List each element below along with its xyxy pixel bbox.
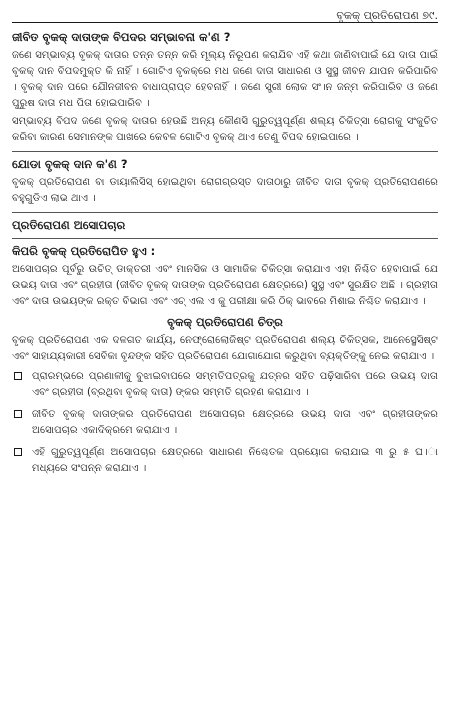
paragraph: ବୃକକ୍ ପ୍ରତିରୋପଣ ଏକ ଦଳଗତ କାର୍ଯ୍ୟ, ନେଫ୍ରୋଲୋଜିଷ୍ଟ ପ୍ରତିରୋପଣ ଶଲ୍ୟ ଚିକିତ୍ସକ, ଆନେସ୍ଥେସିଷ୍ଟ ଏବଂ ସାହାଯ୍ୟକାରୀ ସେବିକା ବୃନ୍ଦଙ୍କ ସହିତ ପ୍ରତିରୋପଣ ଯୋଗାଯୋଗ କରୁଥିବା ବ୍ୟକ୍ତିଙ୍କୁ ନେଇ କରାଯାଏ । <box>12 335 438 362</box>
section-heading-transplant-figure: ବୃକକ୍ ପ୍ରତିରୋପଣ ଚିତ୍ର <box>167 315 283 329</box>
section-heading-surgery: ପ୍ରତିରୋପଣ ଅସୋପଚାର <box>12 218 126 232</box>
list-item <box>12 445 438 477</box>
paragraph: ଅସୋପଚାର ପୂର୍ବରୁ ଉଚିତ୍ ଡାକ୍ତରୀ ଏବଂ ମାନସିକ ଓ ସାମାଜିକ ଚିକିତ୍ସା କରାଯାଏ ଏହା ନିଶ୍ଚିତ ହେବାପାଇଁ ଯେ ଉଭୟ ଦାତା ଏବଂ ଗ୍ରହୀତା (ଜୀବିତ ବୃକକ୍ ଦାତାଙ୍କ ପ୍ରତିରୋପଣ କ୍ଷେତ୍ରରେ) ସୁସ୍ଥ ଏବଂ ସୁରକ୍ଷିତ ଅଛି । ଗ୍ରହୀତା ଏବଂ ଦାତା ଉଭୟଙ୍କ ରକ୍ତ ବିଭାଗ ଏବଂ ଏଚ୍ ଏଲ ଏ କୁ ପରୀକ୍ଷା କରି ଠିକ୍ ଭାବରେ ମିଶାଇ ନିଶ୍ଚିତ କରାଯାଏ । <box>12 264 438 307</box>
list-item-text: ଜୀବିତ ବୃକକ୍ ଦାତାଙ୍କର ପ୍ରତିରୋପଣ ଅସୋପଚାର କ୍ଷେତ୍ରରେ ଉଭୟ ଦାତା ଏବଂ ଗ୍ରହୀତାଙ୍କର ଅସୋପଚାର ଏକାଦିକ୍ରମେ କରାଯାଏ । <box>32 409 438 436</box>
running-head: ବୃକକ୍ ପ୍ରତିରୋପଣ ୭୯. <box>336 9 438 22</box>
checkbox-icon <box>14 410 22 418</box>
list-item <box>12 369 438 401</box>
list-item-text: ଏହି ଗୁରୁତ୍ୱପୂର୍ଣ୍ଣ ଅସୋପଚାର କ୍ଷେତ୍ରରେ ସାଧାରଣ ନିଶ୍ଚେତକ ପ୍ରୟୋଗ କରାଯାଇ ୩ ରୁ ୫ ଘ।ା ମଧ୍ୟରେ ସଂପନ୍ନ କରାଯାଏ । <box>32 447 438 474</box>
section-divider <box>12 151 438 152</box>
section-heading-donor-risk: ଜୀବିତ ବୃକକ୍ ଦାତାଙ୍କ ବିପଦର ସମ୍ଭାବନା କ'ଣ ? <box>12 30 231 44</box>
section-divider <box>12 212 438 213</box>
paragraph: ବୃକକ୍ ପ୍ରତିରୋପଣ ବା ଡାୟାଲିସିସ୍ ହୋଇଥିବା ରୋଗଗ୍ରସ୍ତ ଦାତାଠାରୁ ଜୀବିତ ଦାତା ବୃକକ୍ ପ୍ରତିରୋପଣରେ ବହୁଗୁଡିଏ ଲାଭ ଥାଏ । <box>12 177 438 204</box>
paragraph: ଜଣେ ସମ୍ଭାବ୍ୟ ବୃକକ୍ ଦାତାର ତନ୍ନ ତନ୍ନ କରି ମୂଲ୍ୟ ନିରୂପଣ କରାଯିବ ଏହି କଥା ଜାଣିବାପାଇଁ ଯେ ଦାତା ପାଇଁ ବୃକକ୍ ଦାନ ବିପଦମୁକ୍ତ କି ନାହିଁ । ଗୋଟିଏ ବୃକକ୍‌ରେ ମଧ ଜଣେ ଦାତା ସାଧାରଣ ଓ ସୁସ୍ଥ ଜୀବନ ଯାପନ କରିପାରିବ । ବୃକକ୍ ଦାନ ପରେ ଯୌନଜୀବନ ବାଧାପ୍ରାପ୍ତ ହେବନାହିଁ । ଜଣେ ସ୍ତ୍ରୀ ଲୋକ ସଂ।ନ ଜନ୍ମ କରିପାରିବ ଓ ଜଣେ ପୁରୁଷ ଦାତା ମଧ ପିତା ହୋଇପାରିବ । <box>12 50 438 109</box>
checkbox-icon <box>14 448 22 456</box>
checkbox-list <box>12 369 438 477</box>
section-divider <box>12 238 438 239</box>
list-item-text: ପ୍ରାରମ୍ଭରେ ପ୍ରଣାଳୀକୁ ବୁଝାଇବାପରେ ସମ୍ମତିପତ୍ରକୁ ଯତ୍ନର ସହିତ ପଢ଼ିସାରିବା ପରେ ଉଭୟ ଦାତା ଏବଂ ଗ୍ରହୀତା (ବ୍ରଥିବା ବୃକକ୍ ଦାତା) ଙ୍କର ସମ୍ମତି ଗ୍ରହଣ କରାଯାଏ । <box>32 371 438 398</box>
paragraph: ସମ୍ଭାବ୍ୟ ବିପଦ ଜଣେ ବୃକକ୍ ଦାତାର ହେଉଛି ଅନ୍ୟ କୌଣସି ଗୁରୁତ୍ୱପୂର୍ଣ୍ଣ ଶଲ୍ୟ ଚିକିତ୍ସା ରୋଗକୁ ସଂକୁଚିତ କରିବା କାରଣ ସେମାନଙ୍କ ପାଖରେ କେବଳ ଗୋଟିଏ ବୃକକ୍ ଥାଏ ତେଣୁ ବିପଦ ହୋଇପାରେ । <box>12 116 438 143</box>
list-item <box>12 407 438 439</box>
section-heading-paired-donation: ଯୋଡା ବୃକକ୍ ଦାନ କ'ଣ ? <box>12 157 128 171</box>
checkbox-icon <box>14 372 22 380</box>
section-heading-how-transplanted: କିପରି ବୃକକ୍ ପ୍ରତିରୋପିତ ହୁଏ : <box>12 244 156 258</box>
